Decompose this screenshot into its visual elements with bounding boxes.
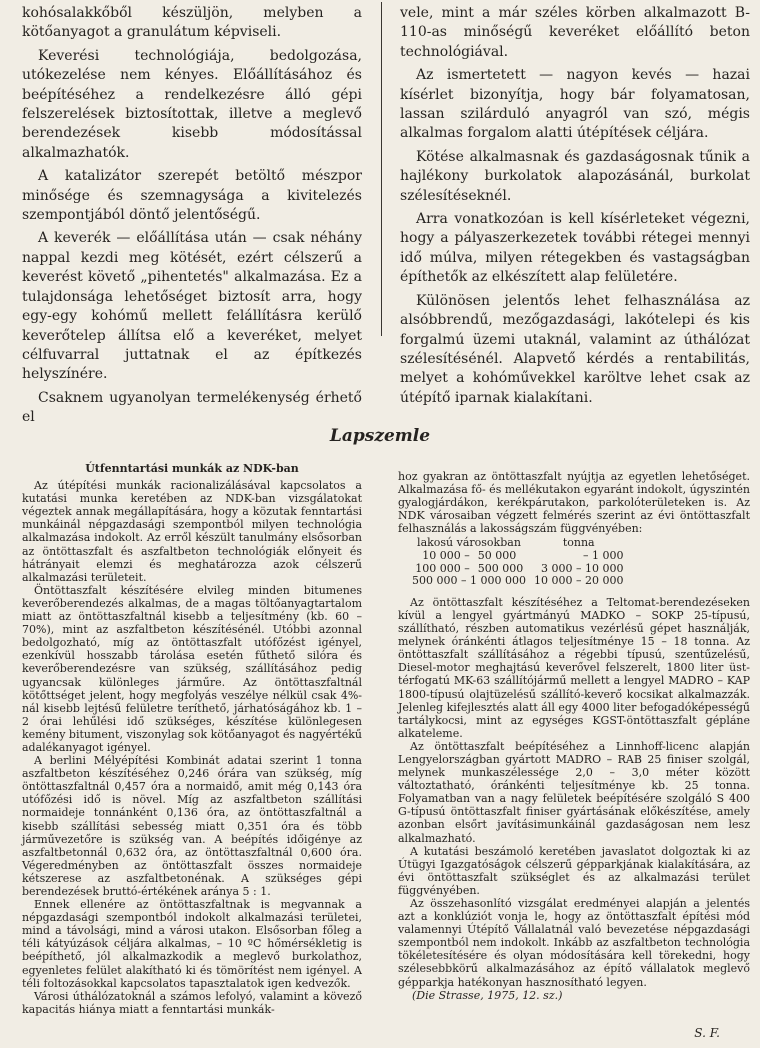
table-cell: 10 000 –: [422, 549, 470, 563]
paragraph: A kutatási beszámoló keretében javaslatot dolgoztak ki az Útügyi Igazgatóságok célszerű gépparkjának kialakítására, az évi öntöttaszfalt szükséglet és az alkalmazási terület függvényében.: [398, 844, 750, 897]
paragraph: Öntöttaszfalt készítésére elvileg minden bitumenes keverőberendezés alkalmas, de a magas töltőanyagtartalom miatt az öntöttaszfaltnál kisebb a teljesítmény (kb. 60 – 70%), mint az aszfaltbeton készítésénél. Utóbbi azonnal bedolgozható, míg az öntöttaszfalt utófőzést igényel, ezenkívül hosszabb tárolása esetén fűthető silóra és keverőberendezésre van szükség, szállításához pedig ugyancsak különleges járműre. Az öntöttaszfaltnál kötőttséget jelent, hogy megfolyás veszélye nélkül csak 4%-nál kisebb lejtésű felületre teríthető, járhatóságához kb. 1 – 2 órai lehűlési idő szükséges, készítése különlegesen kemény bitument, viszonylag sok kötőanyagot és nagyértékű adalékanyagot igényel.: [22, 583, 362, 754]
author-signature: S. F.: [694, 1026, 720, 1040]
table-cell: 50 000: [477, 549, 517, 563]
table-row: [408, 550, 627, 563]
paragraph: Az öntöttaszfalt készítéséhez a Teltomat-berendezéseken kívül a lengyel gyártmányú MADKO – SOKP 25-típusú, szállítható, részben automatikus vezérlésű gépet használják, melynek óránkénti átlagos teljesítménye 15 – 18 tonna. Az öntöttaszfalt szállításához a régebbi típusú, szentűzelésű, Diesel-motor meghajtású keverővel felszerelt, 1800 liter üst-térfogatú MK-63 szállítójármű mellett a lengyel MADRO – KAP 1800-típusú olajtüzelésű szállító-keverő kocsikat alkalmazzák. Jelenleg kifejlesztés alatt áll egy 4000 liter befogadóképességű tartálykocsi, mint az egységes KGST-öntöttaszfalt gépláne alkateleme.: [398, 595, 751, 740]
article-left-column: [22, 462, 362, 1016]
table-cell: 500 000: [477, 561, 524, 575]
table-row: [408, 575, 627, 588]
paragraph: Városi úthálózatoknál a számos lefolyó, valamint a kövező kapacitás hiánya miatt a fenntartási munkák-: [22, 989, 362, 1016]
source-citation: (Die Strasse, 1975, 12. sz.): [412, 988, 563, 1002]
table-cell: – 1 000: [582, 549, 624, 563]
article-title: Útfenntartási munkák az NDK-ban: [85, 462, 299, 475]
column-divider: [381, 2, 382, 336]
top-right-column: [400, 4, 750, 408]
paragraph: Az ismertetett — nagyon kevés — hazai kísérlet bizonyítja, hogy bár folyamatosan, lassan szilárduló anyagról van szó, mégis alkalmas forgalom alatti útépítések céljára.: [400, 67, 750, 142]
paragraph: A keverék — előállítása után — csak néhány nappal kezdi meg kötését, ezért célszerű a keverést követő „pihentetés" alkalmazása. Ez a tulajdonsága lehetőséget biztosít arra, hogy egy-egy kohómű mellett felállításra kerülő keverőtelep állítsa elő a keveréket, melyet célfuvarral juttatnak el az építkezés helyszínére.: [22, 230, 362, 383]
table-cell: 100 000 –: [415, 561, 470, 575]
table-header: lakosú városokban: [417, 536, 521, 550]
table-header: tonna: [562, 536, 595, 550]
paragraph: Arra vonatkozóan is kell kísérleteket végezni, hogy a pályaszerkezetek további rétegei mennyi idő múlva, milyen rétegekben és vastagságban építhetők az elkészített alap felületére.: [400, 211, 750, 286]
top-left-column: [22, 4, 362, 428]
paragraph: Csaknem ugyanolyan termelékenység érhető el: [22, 389, 362, 426]
paragraph: Az összehasonlító vizsgálat eredményei alapján a jelentés azt a konklúziót vonja le, hogy az öntöttaszfalt építési mód valamennyi Útépítő Vállalatnál való bevezetése népgazdasági szempontból nem indokolt. Inkább az aszfaltbeton technológia tökéletesítésére és olyan módosítására kell törekedni, hogy szélesebbkörű alkalmazásához az építő vállalatok meglevő gépparkja hatékonyan hasznosítható legyen.: [398, 897, 750, 989]
paragraph: Az öntöttaszfalt beépítéséhez a Linnhoff-licenc alapján Lengyelországban gyártott MADRO – RAB 25 finiser szolgál, melynek munkaszélessége 2,0 – 3,0 méter között változtatható, óránkénti teljesítménye kb. 25 tonna. Folyamatban van a nagy felületek beépítésére szolgáló S 400 G-típusú öntöttaszfalt finiser gyártásának előkészítése, amely azonban elsőrt javításimunkáinál gazdaságosan nem lesz alkalmazható.: [398, 739, 750, 845]
paragraph: Keverési technológiája, bedolgozása, utókezelése nem kényes. Előállításához és beépítéséhez a rendelkezésre álló gépi felszerelések biztosítottak, illetve a meglevő berendezések kisebb módosítással alkalmazhatók.: [22, 47, 362, 161]
paragraph: vele, mint a már széles körben alkalmazott B-110-as minőségű keveréket előállító beton technológiával.: [400, 5, 750, 60]
paragraph: Az útépítési munkák racionalizálásával kapcsolatos a kutatási munka keretében az NDK-ban vizsgálatokat végeztek annak megállapítására, hogy a közutak fenntartási munkáinál népgazdasági szempontból milyen technológia alkalmazása indokolt. Az erről készült tanulmány elsősorban az öntöttaszfalt és aszfaltbeton technológiák előnyeit és hátrányait elemzi és meghatározza azok célszerű alkalmazási területeit.: [22, 479, 362, 584]
paragraph: kohósalakkőből készüljön, melyben a kötőanyagot a granulátum képviseli.: [22, 5, 362, 41]
paragraph: Ennek ellenére az öntöttaszfaltnak is megvannak a népgazdasági szempontból indokolt alkalmazási területei, mind a távolsági, mind a városi utakon. Elsősorban főleg a téli kátyúzások céljára alkalmas, – 10 ºC hőmérsékletig is beépíthető, jól alkalmazkodik a meglevő burkolathoz, egyenletes felület alakítható ki és tömörítést nem igényel. A téli foltozásokkal kapcsolatos tapasztalatok igen kedvezők.: [22, 898, 362, 990]
consumption-table: [408, 537, 627, 587]
paragraph: A katalizátor szerepét betöltő mészpor minősége és szemnagysága a kivitelezés szempontjából döntő jelentőségű.: [22, 168, 362, 224]
article-right-column: [398, 470, 750, 1002]
paragraph: A berlini Mélyépítési Kombinát adatai szerint 1 tonna aszfaltbeton készítéséhez 0,246 órára van szükség, míg öntöttaszfaltnál 0,457 óra a normaidő, amit még 0,143 óra utófőzési idő is növel. Míg az aszfaltbeton szállítási normaideje tonnánként 0,136 óra, az öntöttaszfaltnál a kisebb szállítási sebesség miatt 0,351 óra és több járművezetőre is szükség van. A beépítés időigénye az aszfaltbetonnál 0,632 óra, az öntöttaszfaltnál 0,600 óra. Végeredményben az öntöttaszfalt összes normaideje kétszerese az aszfaltbetonénak. A szükséges gépi berendezések bruttó-értékének aránya 5 : 1.: [22, 754, 362, 898]
table-cell: 500 000 – 1 000 000: [412, 574, 526, 588]
paragraph: hoz gyakran az öntöttaszfalt nyújtja az egyetlen lehetőséget. Alkalmazása fő- és mellékutakon egyaránt indokolt, úgyszintén gyalogjárdákon, kerékpárutakon, parkolóterületeken is. Az NDK városaiban végzett felmérés szerint az évi öntöttaszfalt felhasználás a lakosságszám függvényében:: [398, 470, 750, 536]
paragraph: Különösen jelentős lehet felhasználása az alsóbbrendű, mezőgazdasági, lakótelepi és kis forgalmú üzemi utaknál, valamint az úthálózat szélesítésénél. Alapvető kérdés a rentabilitás, melyet a kohóművekkel karöltve lehet csak az útépítő iparnak kialakítani.: [400, 292, 750, 406]
table-cell: 10 000 – 20 000: [533, 574, 624, 588]
section-title: Lapszemle: [329, 426, 431, 446]
table-cell: 3 000 – 10 000: [540, 561, 624, 575]
paragraph: Kötése alkalmasnak és gazdaságosnak tűnik a hajlékony burkolatok alapozásánál, burkolat szélesítéseknél.: [400, 148, 750, 204]
